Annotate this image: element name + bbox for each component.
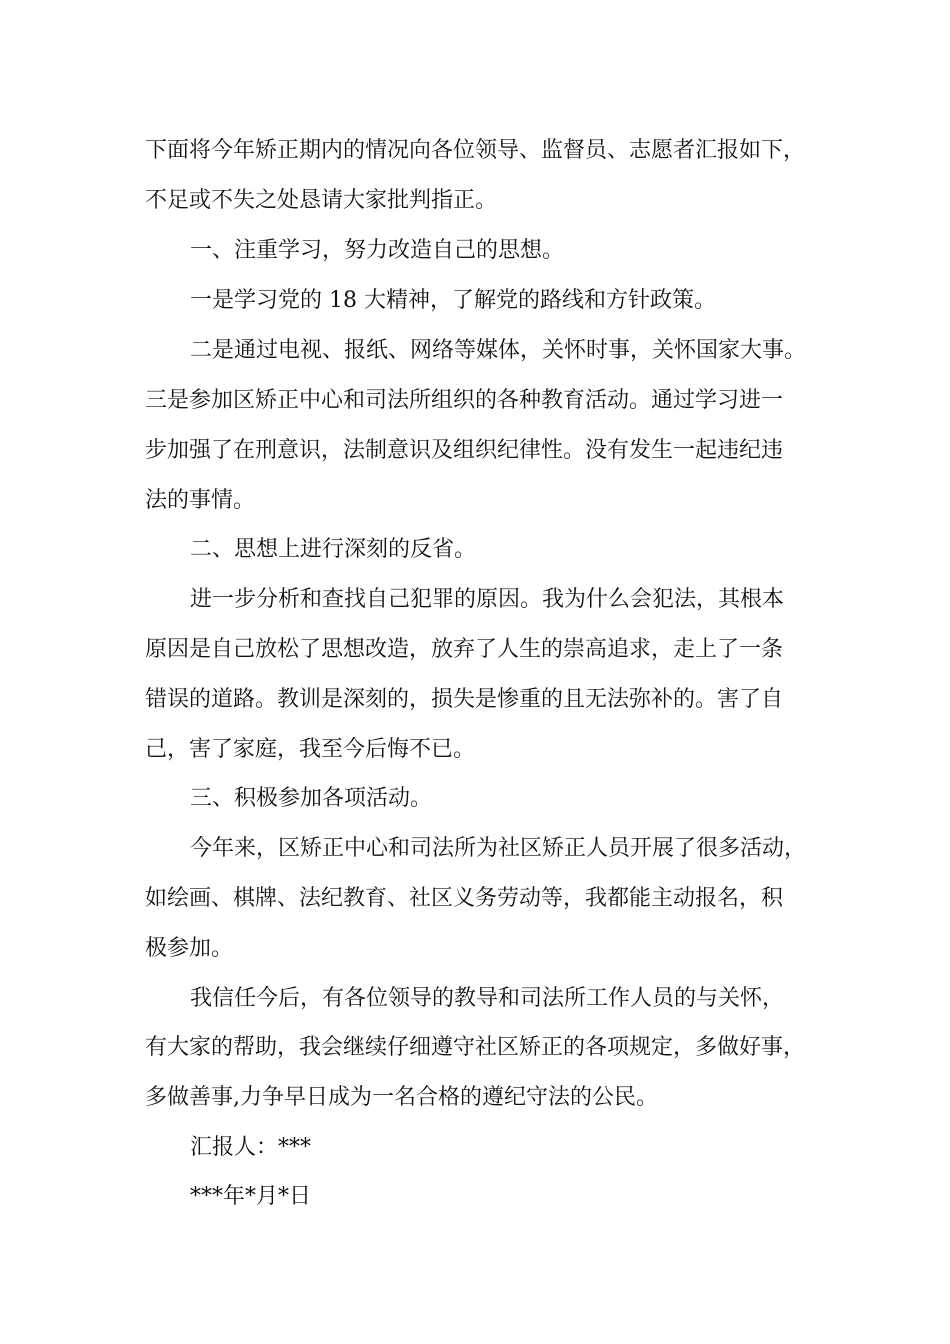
text-line: 进一步分析和查找自己犯罪的原因。我为什么会犯法，其根本 [190,587,785,612]
text-line: 错误的道路。教训是深刻的，损失是惨重的且无法弥补的。害了自 [145,687,784,712]
report-date: ***年*月*日 [190,1184,312,1209]
section-heading: 三、积极参加各项活动。 [190,786,433,811]
text-line: 下面将今年矫正期内的情况向各位领导、监督员、志愿者汇报如下， [145,138,806,163]
section-heading: 二、思想上进行深刻的反省。 [190,537,477,562]
text-line: 多做善事,力争早日成为一名合格的遵纪守法的公民。 [145,1085,658,1110]
reporter-signature: 汇报人：*** [190,1135,312,1160]
text-line: 有大家的帮助，我会继续仔细遵守社区矫正的各项规定，多做好事， [145,1035,806,1060]
text-line: 我信任今后，有各位领导的教导和司法所工作人员的与关怀， [190,986,785,1011]
section-heading: 一、注重学习，努力改造自己的思想。 [190,238,565,263]
text-line: 步加强了在刑意识，法制意识及组织纪律性。没有发生一起违纪违 [145,438,784,463]
text-line: 一是学习党的 18 大精神，了解党的路线和方针政策。 [190,288,716,313]
text-line: 原因是自己放松了思想改造，放弃了人生的崇高追求，走上了一条 [145,637,784,662]
text-line: 极参加。 [145,936,234,961]
text-line: 三是参加区矫正中心和司法所组织的各种教育活动。通过学习进一 [145,388,784,413]
text-line: 己，害了家庭，我至今后悔不已。 [145,737,476,762]
text-line: 今年来，区矫正中心和司法所为社区矫正人员开展了很多活动， [190,836,807,861]
text-line: 不足或不失之处恳请大家批判指正。 [145,188,498,213]
text-line: 法的事情。 [145,488,256,513]
text-line: 如绘画、棋牌、法纪教育、社区义务劳动等，我都能主动报名，积 [145,886,784,911]
text-line: 二是通过电视、报纸、网络等媒体，关怀时事，关怀国家大事。 [190,338,807,363]
